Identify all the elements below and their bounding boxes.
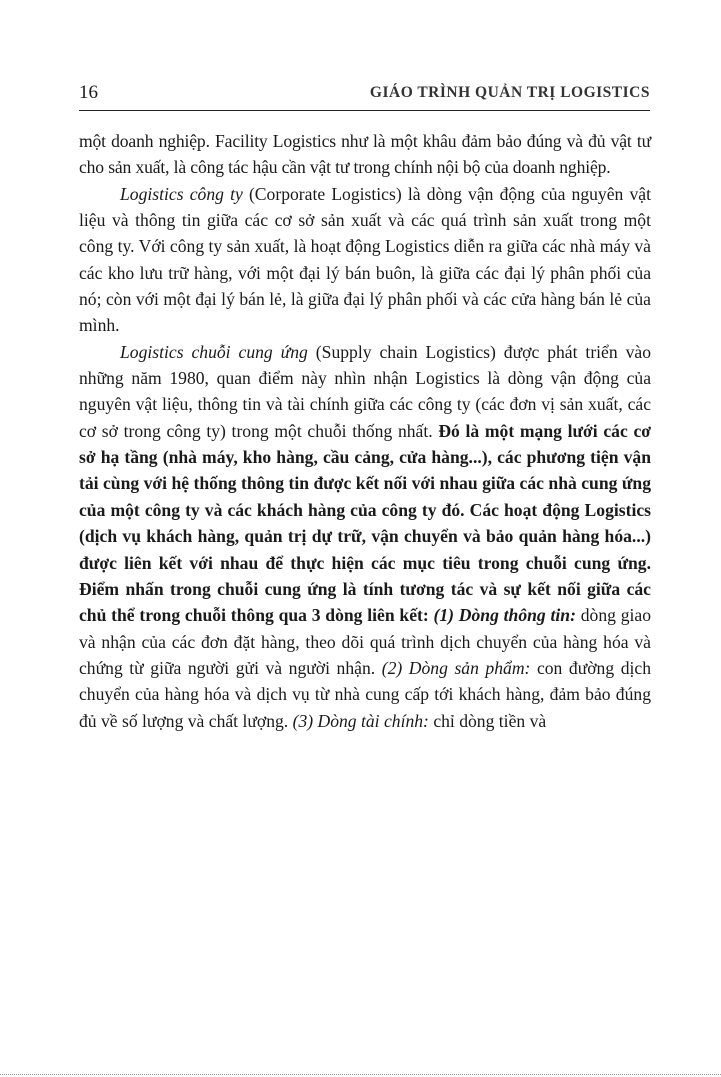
flow-text-information: dòng giao và nhận của các đơn đặt hàng, theo dõi quá trình dịch chuyển của hàng hóa và chứng từ giữa người gửi và người nhận. — [79, 605, 651, 678]
paragraph-text: (Corporate Logistics) là dòng vận động của nguyên vật liệu và thông tin giữa các cơ sở sản xuất và các quá trình sản xuất trong một công ty. Với công ty sản xuất, là hoạt động Logistics diễn ra giữa các nhà máy và các kho lưu trữ hàng, với một đại lý bán buôn, là giữa các đại lý phân phối của nó; còn với một đại lý bán lẻ, là giữa đại lý phân phối và các cửa hàng bán lẻ của mình. — [79, 183, 651, 336]
paragraph-text: một doanh nghiệp. Facility Logistics như là một khâu đảm bảo đúng và đủ vật tư cho sản xuất, là công tác hậu cần vật tư trong chính nội bộ của doanh nghiệp. — [79, 131, 651, 178]
bold-passage: Đó là một mạng lưới các cơ sở hạ tầng (nhà máy, kho hàng, cầu cảng, cửa hàng...), các phương tiện vận tải cùng với hệ thống thông tin được kết nối với nhau giữa các nhà cung ứng của một công ty và các khách hàng của công ty đó. Các hoạt động Logistics (dịch vụ khách hàng, quản trị dự trữ, vận chuyển và bảo quản hàng hóa...) được liên kết với nhau để thực hiện các mục tiêu trong chuỗi cung ứng. Điểm nhấn trong chuỗi cung ứng là tính tương tác và sự kết nối giữa các chủ thể trong chuỗi thông qua 3 dòng liên kết: — [79, 420, 651, 626]
flow-text-finance: chỉ dòng tiền và — [428, 710, 547, 731]
term-supply-chain-logistics: Logistics chuỗi cung ứng — [120, 341, 308, 362]
body-text — [79, 128, 651, 734]
paragraph-facility-logistics — [79, 128, 651, 181]
paragraph-supply-chain-logistics — [79, 339, 651, 734]
page-number: 16 — [79, 82, 98, 103]
page-bottom-edge — [0, 1074, 721, 1075]
page-header — [79, 80, 650, 111]
flow-text-product: con đường dịch chuyển của hàng hóa và dịch vụ từ nhà cung cấp tới khách hàng, đảm bảo đúng đủ về số lượng và chất lượng. — [79, 657, 651, 731]
paragraph-text: (Supply chain Logistics) được phát triển vào những năm 1980, quan điểm này nhìn nhận Logistics là dòng vận động của nguyên vật liệu, thông tin và tài chính giữa các công ty (các đơn vị sản xuất, các cơ sở trong công ty) trong một chuỗi thống nhất. — [79, 341, 652, 441]
flow-label-product: (2) Dòng sản phẩm: — [375, 657, 531, 678]
flow-label-information: (1) Dòng thông tin: — [428, 605, 576, 626]
flow-label-finance: (3) Dòng tài chính: — [288, 710, 429, 731]
paragraph-corporate-logistics — [79, 181, 651, 339]
running-title: GIÁO TRÌNH QUẢN TRỊ LOGISTICS — [369, 84, 650, 101]
term-corporate-logistics: Logistics công ty — [120, 183, 243, 204]
